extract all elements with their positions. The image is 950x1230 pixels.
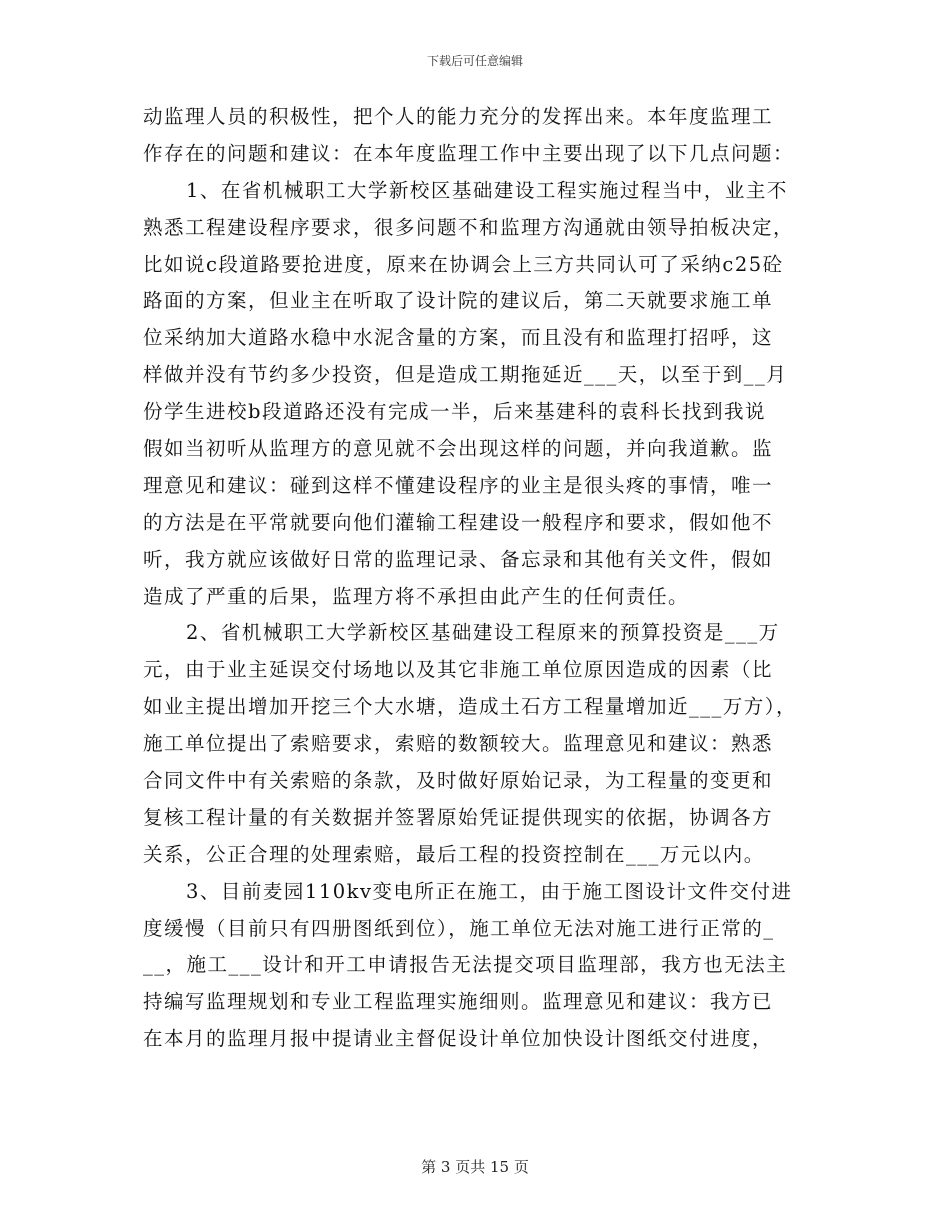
text-line: 作存在的问题和建议：在本年度监理工作中主要出现了以下几点问题： (143, 141, 795, 165)
text-line: 如业主提出增加开挖三个大水塘，造成土石方工程量增加近___万方）， (143, 695, 798, 719)
text-line: 3、目前麦园110kv变电所正在施工，由于施工图设计文件交付进 (186, 879, 793, 903)
text-line: 造成了严重的后果，监理方将不承担由此产生的任何责任。 (143, 584, 690, 608)
text-line: 关系，公正合理的处理索赔，最后工程的投资控制在___万元以内。 (143, 842, 765, 866)
text-line: 熟悉工程建设程序要求，很多问题不和监理方沟通就由领导拍板决定， (143, 215, 795, 239)
text-line: 理意见和建议：碰到这样不懂建设程序的业主是很头疼的事情，唯一 (143, 473, 774, 497)
text-line: 份学生进校b段道路还没有完成一半，后来基建科的袁科长找到我说 (143, 400, 766, 424)
text-line: 合同文件中有关索赔的条款，及时做好原始记录，为工程量的变更和 (143, 769, 774, 793)
text-line: 复核工程计量的有关数据并签署原始凭证提供现实的依据，协调各方 (143, 805, 774, 829)
text-line: 听，我方就应该做好日常的监理记录、备忘录和其他有关文件，假如 (143, 547, 774, 571)
text-line: 样做并没有节约多少投资，但是造成工期拖延近___天，以至于到__月 (143, 363, 788, 387)
text-line: 路面的方案，但业主在听取了设计院的建议后，第二天就要求施工单 (143, 289, 774, 313)
page-number-footer: 第 3 页共 15 页 (421, 1158, 529, 1176)
text-line: 施工单位提出了索赔要求，索赔的数额较大。监理意见和建议：熟悉 (143, 732, 774, 756)
text-line: 的方法是在平常就要向他们灌输工程建设一般程序和要求，假如他不 (143, 510, 774, 534)
text-line: 假如当初听从监理方的意见就不会出现这样的问题，并向我道歉。监 (143, 437, 774, 461)
text-line: 在本月的监理月报中提请业主督促设计单位加快设计图纸交付进度， (143, 1027, 774, 1051)
text-line: 比如说c段道路要抢进度，原来在协调会上三方共同认可了采纳c25砼 (143, 252, 784, 276)
text-line: 2、省机械职工大学新校区基础建设工程原来的预算投资是___万 (186, 621, 780, 645)
page-header-note: 下载后可任意编辑 (426, 54, 523, 68)
text-line: 持编写监理规划和专业工程监理实施细则。监理意见和建议：我方已 (143, 990, 774, 1014)
document-body (143, 99, 823, 1058)
text-line: 元，由于业主延误交付场地以及其它非施工单位原因造成的因素（比 (143, 658, 774, 682)
text-line: 位采纳加大道路水稳中水泥含量的方案，而且没有和监理打招呼，这 (143, 326, 774, 350)
text-line: 1、在省机械职工大学新校区基础建设工程实施过程当中，业主不 (186, 178, 788, 202)
text-line: __，施工___设计和开工申请报告无法提交项目监理部，我方也无法主 (143, 953, 788, 977)
text-line: 度缓慢（目前只有四册图纸到位），施工单位无法对施工进行正常的_ (143, 916, 775, 940)
text-line: 动监理人员的积极性，把个人的能力充分的发挥出来。本年度监理工 (143, 105, 774, 128)
